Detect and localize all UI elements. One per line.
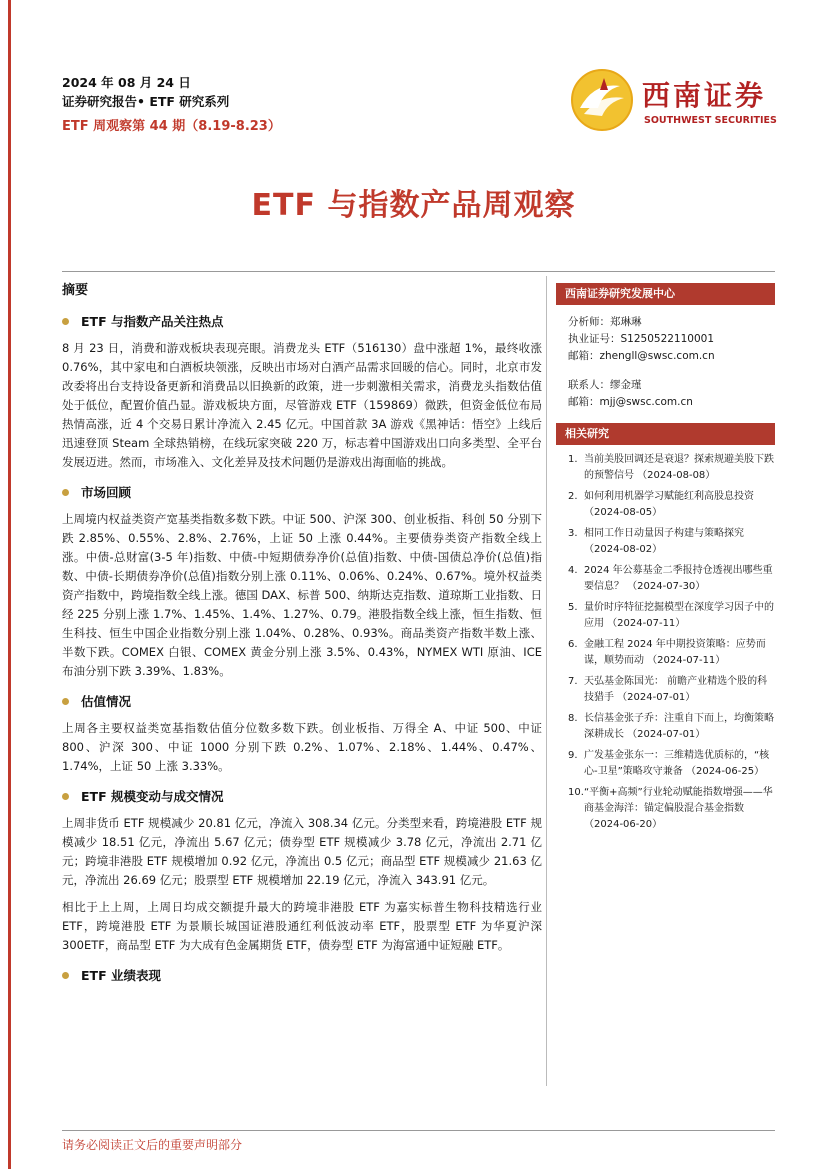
list-item[interactable] [568,637,775,669]
bullet-dot-icon [62,972,69,979]
section-hot-topics [62,311,542,472]
item-number: 8. [568,713,578,724]
footer-divider [62,1130,775,1131]
footer-disclaimer: 请务必阅读正文后的重要声明部分 [62,1138,243,1152]
item-number: 5. [568,602,578,613]
item-title: 当前美股回调还是衰退？探索规避美股下跌的预警信号 （2024-08-08） [584,454,774,481]
section-market-review [62,482,542,681]
list-item[interactable] [568,489,775,521]
sidebar [556,283,775,838]
abstract-column [62,281,542,985]
analyst-email[interactable]: 邮箱：zhengll@swsc.com.cn [568,350,715,362]
item-title: 天弘基金陈国光： 前瞻产业精选个股的科技猎手 （2024-07-01） [584,676,768,703]
section-heading-label: ETF 与指数产品关注热点 [81,314,224,329]
related-research-list [556,452,775,833]
page-title: ETF 与指数产品周观察 [251,188,576,223]
list-item[interactable] [568,563,775,595]
section-paragraph: 上周境内权益类资产宽基类指数多数下跌。中证 500、沪深 300、创业板指、科创 50 分别下跌 2.85%、0.55%、2.8%、2.76%，上证 50 上涨 0.44%。主要债券类资产指数全线上涨。中债-总财富(3-5 年)指数、中债-中短期债券净价(总值)指数、中债-国债总净价(总值)指数、中债-长期债券净价(总值)指数分别上涨 0.11%、0.06%、0.24%、0.67%。境外权益类资产指数中，跨境指数全线上涨。德国 DAX、标普 500、纳斯达克指数、道琼斯工业指数、日经 225 分别上涨 1.7%、1.45%、1.4%、1.27%、0.79。港股指数全线上涨，恒生指数、恒生科技、恒生中国企业指数分别上涨 1.04%、0.28%、0.93%。商品类资产指数半数上涨、半数下跌。COMEX 白银、COMEX 黄金分别上涨 3.5%、0.43%，NYMEX WTI 原油、ICE 布油分别下跌 3.39%、1.83%。 [62,512,542,678]
item-title: 如何利用机器学习赋能红利高股息投资 （2024-08-05） [584,491,754,518]
list-item[interactable] [568,600,775,632]
company-logo [570,68,775,132]
header-divider [62,271,775,272]
contact-email[interactable]: 邮箱：mjj@swsc.com.cn [568,396,693,408]
item-title: 2024 年公募基金二季报持仓透视出哪些重要信息？ （2024-07-30） [584,565,773,592]
item-title: 量价时序特征挖掘模型在深度学习因子中的应用 （2024-07-11） [584,602,774,629]
list-item[interactable] [568,711,775,743]
item-number: 1. [568,454,578,465]
logo-english-name: SOUTHWEST SECURITIES [644,115,777,126]
bullet-dot-icon [62,489,69,496]
section-etf-performance [62,965,542,985]
section-paragraph: 上周非货币 ETF 规模减少 20.81 亿元，净流入 308.34 亿元。分类型来看，跨境港股 ETF 规模减少 18.51 亿元，净流出 5.67 亿元；债券型 ETF 规模减少 3.78 亿元，净流出 2.71 亿元；跨境非港股 ETF 规模增加 0.92 亿元，净流出 0.5 亿元；商品型 ETF 规模减少 21.63 亿元，净流出 26.69 亿元；股票型 ETF 规模增加 22.19 亿元，净流入 343.91 亿元。 [62,816,542,887]
item-number: 7. [568,676,578,687]
section-heading [62,482,542,502]
report-header [62,74,281,138]
section-paragraph: 上周各主要权益类宽基指数估值分位数多数下跌。创业板指、万得全 A、中证 500、中证 800、沪深 300、中证 1000 分别下跌 0.2%、1.07%、2.18%、1.44%、0.47%、1.74%，上证 50 上涨 3.33%。 [62,721,542,773]
research-center-bar: 西南证券研究发展中心 [556,283,775,305]
section-paragraph: 相比于上上周，上周日均成交额提升最大的跨境非港股 ETF 为嘉实标普生物科技精选行业 ETF，跨境港股 ETF 为景顺长城国证港股通红利低波动率 ETF，股票型 ETF 为华夏沪深 300ETF，商品型 ETF 为大成有色金属期货 ETF，债券型 ETF 为海富通中证短融 ETF。 [62,900,542,952]
column-separator [546,276,547,1086]
item-number: 6. [568,639,578,650]
section-heading-label: 市场回顾 [81,485,132,500]
section-heading-label: ETF 规模变动与成交情况 [81,789,224,804]
section-etf-scale [62,786,542,955]
page-edge-stripe [8,0,11,1169]
logo-emblem-icon [570,68,634,132]
item-number: 2. [568,491,578,502]
section-heading [62,691,542,711]
item-title: 长信基金张子乔：注重自下而上，均衡策略深耕成长 （2024-07-01） [584,713,774,740]
section-heading-label: ETF 业绩表现 [81,968,161,983]
item-number: 10. [568,787,584,798]
bullet-dot-icon [62,793,69,800]
analyst-info [556,314,775,411]
contact-name: 联系人：缪金瑾 [568,379,642,391]
list-item[interactable] [568,748,775,780]
item-title: 广发基金张东一：三维精选优质标的，“核心-卫星”策略攻守兼备 （2024-06-25） [584,750,770,777]
item-number: 3. [568,528,578,539]
abstract-heading: 摘要 [62,283,89,298]
item-title: 相同工作日动量因子构建与策略探究 （2024-08-02） [584,528,744,555]
report-series: 证券研究报告• ETF 研究系列 [62,94,230,109]
section-paragraph: 8 月 23 日，消费和游戏板块表现亮眼。消费龙头 ETF（516130）盘中涨超 1%，最终收涨 0.76%，其中家电和白酒板块领涨，反映出市场对白酒产品需求回暖的信心。同时，北京市发改委将出台支持设备更新和消费品以旧换新的政策，进一步刺激相关需求，消费龙头指数估值处于低位，配置价值凸显。游戏板块方面，尽管游戏 ETF（159869）微跌，但资金低位布局热情高涨，近 4 个交易日累计净流入 2.45 亿元。中国首款 3A 游戏《黑神话：悟空》上线后迅速登顶 Steam 全球热销榜，在线玩家突破 220 万，标志着中国游戏出口向多类型、全平台发展迈进。然而，市场准入、文化差异及技术问题仍是游戏出海面临的挑战。 [62,341,542,469]
section-heading [62,786,542,806]
report-date: 2024 年 08 月 24 日 [62,75,191,90]
analyst-name: 分析师：郑琳琳 [568,316,642,328]
item-number: 9. [568,750,578,761]
list-item[interactable] [568,452,775,484]
logo-chinese-name: 西南证券 [642,79,767,112]
list-item[interactable] [568,785,775,833]
section-heading [62,965,542,985]
section-heading [62,311,542,331]
section-valuation [62,691,542,776]
item-title: 金融工程 2024 年中期投资策略：应势而谋，顺势而动 （2024-07-11） [584,639,766,666]
item-number: 4. [568,565,578,576]
analyst-license: 执业证号：S1250522110001 [568,333,715,345]
bullet-dot-icon [62,698,69,705]
section-heading-label: 估值情况 [81,694,132,709]
item-title: “平衡+高频”行业轮动赋能指数增强——华商基金海洋：锚定偏股混合基金指数 （2024-06-20） [584,787,773,830]
list-item[interactable] [568,526,775,558]
list-item[interactable] [568,674,775,706]
report-issue: ETF 周观察第 44 期（8.19-8.23） [62,119,281,134]
bullet-dot-icon [62,318,69,325]
related-research-bar: 相关研究 [556,423,775,445]
